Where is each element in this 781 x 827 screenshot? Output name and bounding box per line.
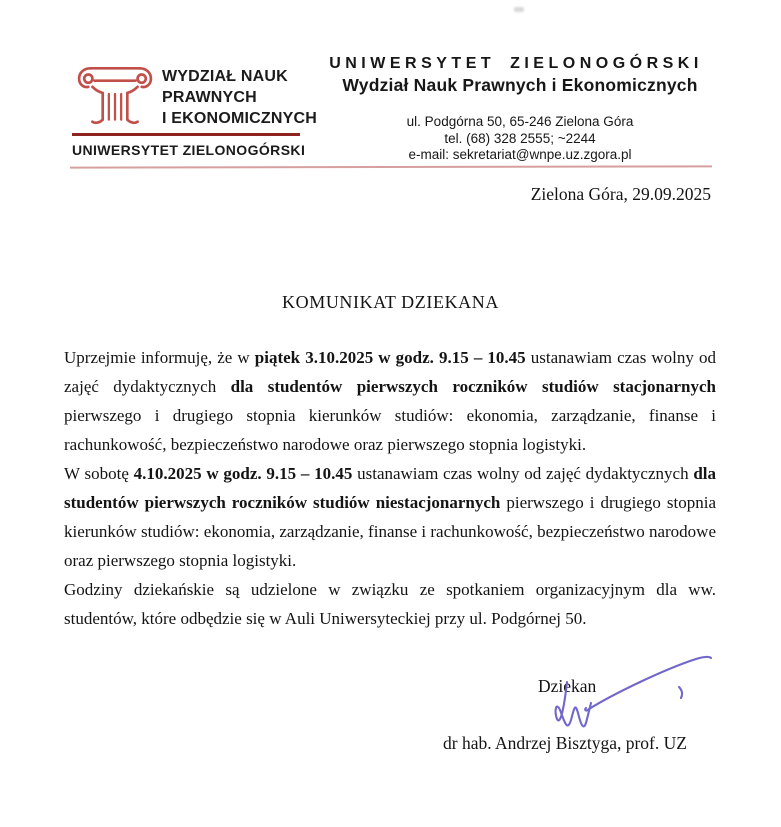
logo-faculty-line: WYDZIAŁ NAUK xyxy=(162,68,288,85)
logo-faculty-line: PRAWNYCH xyxy=(162,89,257,106)
text-segment: pierwszego i drugiego stopnia kierunków studiów: ekonomia, zarządzanie, finanse i rachunkowość, bezpieczeństwo narodowe oraz pierwszego stopnia logistyki. xyxy=(64,493,716,570)
body-paragraphs xyxy=(64,343,716,633)
email-line: e-mail: sekretariat@wnpe.uz.zgora.pl xyxy=(408,147,632,162)
text-segment-bold: dla studentów pierwszych roczników studiów stacjonarnych xyxy=(230,377,717,396)
logo-university-name: UNIWERSYTET ZIELONOGÓRSKI xyxy=(72,142,306,158)
text-segment: Godziny dziekańskie są udzielone w związku ze spotkaniem organizacyjnym dla ww. studentów, które odbędzie się w Auli Uniwersyteckiej przy ul. Podgórnej 50. xyxy=(64,580,716,628)
document-title: KOMUNIKAT DZIEKANA xyxy=(282,292,499,312)
signatory-name: dr hab. Andrzej Bisztyga, prof. UZ xyxy=(443,733,687,753)
paragraph-3 xyxy=(64,575,716,633)
text-segment-bold: 4.10.2025 w godz. 9.15 – 10.45 xyxy=(133,464,353,483)
paragraph-2 xyxy=(64,459,716,575)
university-name: UNIWERSYTET ZIELONOGÓRSKI xyxy=(329,55,703,72)
text-segment: pierwszego i drugiego stopnia kierunków studiów: ekonomia, zarządzanie, finanse i rachunkowość, bezpieczeństwo narodowe oraz pierwszego stopnia logistyki. xyxy=(64,406,716,454)
logo-faculty-name xyxy=(162,56,317,129)
date-line: Zielona Góra, 29.09.2025 xyxy=(530,184,711,204)
logo-faculty-line: I EKONOMICZNYCH xyxy=(162,110,317,127)
text-segment: ustanawiam czas wolny od zajęć dydaktycznych xyxy=(352,464,694,483)
text-segment: ustanawiam czas wolny od zajęć dydaktycznych xyxy=(64,348,716,396)
text-segment-bold: dla studentów pierwszych roczników studiów niestacjonarnych xyxy=(64,464,717,512)
column-capital-icon xyxy=(76,60,154,128)
faculty-logo-block xyxy=(72,56,317,158)
phone-line: tel. (68) 328 2555; ~2244 xyxy=(444,130,596,146)
faculty-name: Wydział Nauk Prawnych i Ekonomicznych xyxy=(342,75,698,95)
text-segment: W sobotę xyxy=(64,464,134,483)
contact-info xyxy=(318,114,722,164)
logo-underline xyxy=(72,133,300,136)
letterhead xyxy=(318,55,722,164)
text-segment: Uprzejmie informuję, że w xyxy=(64,348,255,367)
header-divider xyxy=(70,165,712,168)
scan-artifact xyxy=(514,7,524,12)
text-segment-bold: piątek 3.10.2025 w godz. 9.15 – 10.45 xyxy=(254,348,526,367)
signature-role: Dziekan xyxy=(538,676,597,696)
address-line: ul. Podgórna 50, 65-246 Zielona Góra xyxy=(406,114,634,129)
paragraph-1 xyxy=(64,343,716,459)
